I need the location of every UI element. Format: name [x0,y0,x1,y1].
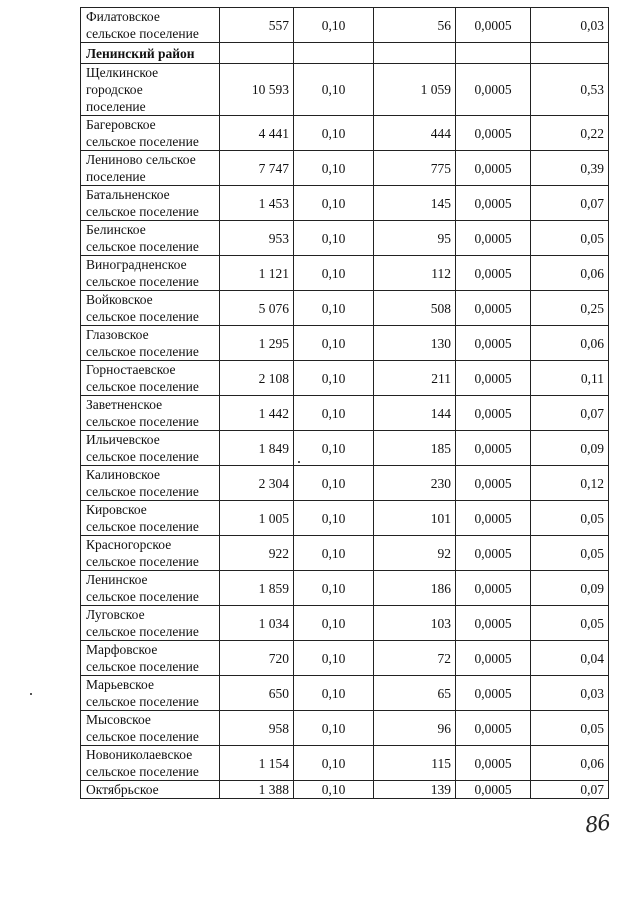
population-cell: 1 442 [220,396,294,431]
value-cell: 444 [374,116,456,151]
result-cell: 0,03 [531,676,609,711]
table-row [81,431,609,466]
page-number: 86 [583,810,612,838]
table-row [81,8,609,43]
coefficient-cell: 0,0005 [456,326,531,361]
coefficient-cell: 0,0005 [456,291,531,326]
coefficient-cell: 0,0005 [456,64,531,116]
result-cell: 0,06 [531,746,609,781]
population-cell: 557 [220,8,294,43]
result-cell: 0,39 [531,151,609,186]
rate-cell: 0,10 [294,711,374,746]
value-cell: 112 [374,256,456,291]
table-row [81,291,609,326]
rate-cell: 0,10 [294,291,374,326]
settlement-name-cell: Марьевское сельское поселение [81,676,220,711]
value-cell: 65 [374,676,456,711]
population-cell: 953 [220,221,294,256]
result-cell: 0,07 [531,186,609,221]
population-cell: 4 441 [220,116,294,151]
result-cell: 0,22 [531,116,609,151]
table-row [81,746,609,781]
result-cell: 0,05 [531,221,609,256]
population-cell: 7 747 [220,151,294,186]
table-row [81,64,609,116]
table-row [81,116,609,151]
table-row [81,606,609,641]
table-row [81,781,609,799]
result-cell: 0,05 [531,501,609,536]
coefficient-cell: 0,0005 [456,256,531,291]
settlement-name-cell: Новониколаевское сельское поселение [81,746,220,781]
coefficient-cell: 0,0005 [456,151,531,186]
coefficient-cell: 0,0005 [456,571,531,606]
population-cell: 1 849 [220,431,294,466]
value-cell: 186 [374,571,456,606]
coefficient-cell: 0,0005 [456,711,531,746]
value-cell: 1 059 [374,64,456,116]
settlement-name-cell: Горностаевское сельское поселение [81,361,220,396]
settlement-name-cell: Виноградненское сельское поселение [81,256,220,291]
settlement-name-cell: Глазовское сельское поселение [81,326,220,361]
value-cell: 101 [374,501,456,536]
coefficient-cell: 0,0005 [456,8,531,43]
coefficient-cell: 0,0005 [456,431,531,466]
table-row [81,151,609,186]
coefficient-cell: 0,0005 [456,396,531,431]
settlement-name-cell: Октябрьское [81,781,220,799]
result-cell: 0,05 [531,536,609,571]
value-cell: 56 [374,8,456,43]
settlement-name-cell: Кировское сельское поселение [81,501,220,536]
table-row [81,221,609,256]
table-row [81,396,609,431]
result-cell: 0,05 [531,606,609,641]
population-cell: 5 076 [220,291,294,326]
table-row [81,501,609,536]
settlement-name-cell: Луговское сельское поселение [81,606,220,641]
table-row [81,361,609,396]
rate-cell: 0,10 [294,431,374,466]
population-cell: 10 593 [220,64,294,116]
rate-cell: 0,10 [294,186,374,221]
value-cell: 185 [374,431,456,466]
population-cell: 1 453 [220,186,294,221]
settlement-name-cell: Калиновское сельское поселение [81,466,220,501]
rate-cell: 0,10 [294,571,374,606]
settlement-name-cell: Марфовское сельское поселение [81,641,220,676]
rate-cell: 0,10 [294,151,374,186]
population-cell: 1 859 [220,571,294,606]
settlement-name-cell: Ильичевское сельское поселение [81,431,220,466]
coefficient-cell: 0,0005 [456,466,531,501]
result-cell: 0,09 [531,571,609,606]
rate-cell: 0,10 [294,641,374,676]
coefficient-cell: 0,0005 [456,536,531,571]
empty-cell [294,43,374,64]
coefficient-cell: 0,0005 [456,186,531,221]
empty-cell [374,43,456,64]
section-title: Ленинский район [81,43,220,64]
scan-speck [30,693,32,695]
coefficient-cell: 0,0005 [456,676,531,711]
coefficient-cell: 0,0005 [456,221,531,256]
rate-cell: 0,10 [294,781,374,799]
population-cell: 2 304 [220,466,294,501]
coefficient-cell: 0,0005 [456,361,531,396]
settlement-name-cell: Багеровское сельское поселение [81,116,220,151]
coefficient-cell: 0,0005 [456,746,531,781]
rate-cell: 0,10 [294,536,374,571]
coefficient-cell: 0,0005 [456,781,531,799]
value-cell: 211 [374,361,456,396]
population-cell: 958 [220,711,294,746]
section-row [81,43,609,64]
result-cell: 0,25 [531,291,609,326]
result-cell: 0,05 [531,711,609,746]
settlement-name-cell: Филатовское сельское поселение [81,8,220,43]
rate-cell: 0,10 [294,466,374,501]
population-cell: 1 121 [220,256,294,291]
settlement-name-cell: Лениново сельское поселение [81,151,220,186]
rate-cell: 0,10 [294,256,374,291]
population-cell: 1 388 [220,781,294,799]
settlement-name-cell: Щелкинское городское поселение [81,64,220,116]
table-row [81,256,609,291]
result-cell: 0,07 [531,781,609,799]
empty-cell [220,43,294,64]
rate-cell: 0,10 [294,746,374,781]
population-cell: 720 [220,641,294,676]
rate-cell: 0,10 [294,326,374,361]
rate-cell: 0,10 [294,361,374,396]
settlement-name-cell: Мысовское сельское поселение [81,711,220,746]
value-cell: 92 [374,536,456,571]
rate-cell: 0,10 [294,676,374,711]
table-row [81,466,609,501]
table-row [81,711,609,746]
rate-cell: 0,10 [294,8,374,43]
rate-cell: 0,10 [294,64,374,116]
value-cell: 130 [374,326,456,361]
empty-cell [456,43,531,64]
table-row [81,536,609,571]
population-cell: 1 295 [220,326,294,361]
population-cell: 1 154 [220,746,294,781]
value-cell: 96 [374,711,456,746]
value-cell: 508 [374,291,456,326]
table-row [81,326,609,361]
result-cell: 0,53 [531,64,609,116]
settlement-name-cell: Заветненское сельское поселение [81,396,220,431]
settlement-name-cell: Войковское сельское поселение [81,291,220,326]
data-table [80,7,609,799]
value-cell: 775 [374,151,456,186]
value-cell: 103 [374,606,456,641]
population-cell: 1 005 [220,501,294,536]
value-cell: 144 [374,396,456,431]
value-cell: 230 [374,466,456,501]
coefficient-cell: 0,0005 [456,606,531,641]
empty-cell [531,43,609,64]
settlement-name-cell: Батальненское сельское поселение [81,186,220,221]
population-cell: 650 [220,676,294,711]
result-cell: 0,06 [531,326,609,361]
table-body [81,8,609,799]
result-cell: 0,11 [531,361,609,396]
coefficient-cell: 0,0005 [456,116,531,151]
value-cell: 72 [374,641,456,676]
table-row [81,186,609,221]
rate-cell: 0,10 [294,606,374,641]
settlement-name-cell: Ленинское сельское поселение [81,571,220,606]
population-cell: 922 [220,536,294,571]
table-row [81,571,609,606]
coefficient-cell: 0,0005 [456,641,531,676]
result-cell: 0,06 [531,256,609,291]
result-cell: 0,12 [531,466,609,501]
result-cell: 0,03 [531,8,609,43]
population-cell: 2 108 [220,361,294,396]
value-cell: 95 [374,221,456,256]
table-row [81,641,609,676]
settlement-name-cell: Белинское сельское поселение [81,221,220,256]
rate-cell: 0,10 [294,116,374,151]
population-cell: 1 034 [220,606,294,641]
rate-cell: 0,10 [294,221,374,256]
settlement-name-cell: Красногорское сельское поселение [81,536,220,571]
value-cell: 145 [374,186,456,221]
rate-cell: 0,10 [294,396,374,431]
table-row [81,676,609,711]
value-cell: 115 [374,746,456,781]
result-cell: 0,04 [531,641,609,676]
result-cell: 0,07 [531,396,609,431]
value-cell: 139 [374,781,456,799]
coefficient-cell: 0,0005 [456,501,531,536]
result-cell: 0,09 [531,431,609,466]
scan-speck [298,461,300,463]
rate-cell: 0,10 [294,501,374,536]
